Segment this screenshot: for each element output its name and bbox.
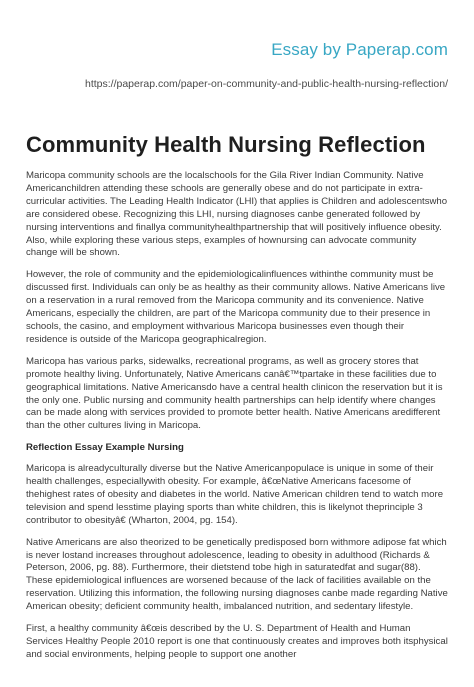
essay-paragraph: Maricopa is alreadyculturally diverse but the Native Americanpopulace is unique in some of their health challenges, especiallywith obesity. For example, â€œNative Americans facesome of thehighest rates of obesity and diabetes in the world. Native American children tend to watch more television and spend lesstime playing sports than white children, this is likelynot theprinciple 3 contributor to obesityâ€ (Wharton, 2004, pg. 154). [26,463,444,526]
essay-paragraph: Maricopa community schools are the localschools for the Gila River Indian Community. Native Americanchildren attending these schools are generally obese and do not participate in extra-curricular activities. The Leading Health Indicator (LHI) that applies is Children and adolescentswho are considered obese. Recognizing this LHI, nursing diagnoses canbe generated followed by nursing interventions and finallya communityhealthpartnership that will positively influence obesity. Also, while exploring these various steps, examples of hownursing can advocate community change will be shown. [26,170,448,259]
page-title: Community Health Nursing Reflection [26,132,426,157]
section-heading: Reflection Essay Example Nursing [26,442,184,454]
essay-paragraph: Maricopa has various parks, sidewalks, recreational programs, as well as grocery stores that promote healthy living. Unfortunately, Native Americans canâ€™tpartake in these facilities due to geographical limitations. Native Americansdo have a central health clinicon the reservation but it is the only one. Public nursing and community health partnerships can help identify where changes can be made along with services provided to promote better health. Native Americans aredifferent than the other cultures living in Maricopa. [26,355,443,432]
essay-paragraph: First, a healthy community â€œis described by the U. S. Department of Health and Human Services Healthy People 2010 report is one that continuously creates and improves both itsphysical and social environments, helping people to support one another [26,623,448,660]
site-brand[interactable]: Essay by Paperap.com [271,40,448,59]
essay-body [26,170,448,671]
essay-paragraph: Native Americans are also theorized to be genetically predisposed born withmore adipose fat which is never lostand increases throughout adolescence, leading to obesity in adulthood (Richards & Peterson, 2006, pg. 88). Furthermore, their dietstend tobe high in saturatedfat and sugar(88). These epidemiological influences are worsened because of the lack of facilities available on the reservation. Utilizing this information, the following nursing diagnoses canbe made regarding Native American obesity; deficient community health, imbalanced nutrition, and sedentary lifestyle. [26,536,448,613]
essay-paragraph: However, the role of community and the epidemiologicalinfluences withinthe community must be discussed first. Individuals can only be as healthy as their community allows. Native Americans live on a reservation in a rural removed from the Maricopa community and its convenience. Native Americans, especially the children, are part of the Maricopa community due to their presence in schools, the casino, and employment withvarious Maricopa businesses even though their residence is outside of the Maricopa geographicalregion. [26,269,446,345]
source-url[interactable]: https://paperap.com/paper-on-community-and-public-health-nursing-reflection/ [84,78,448,90]
